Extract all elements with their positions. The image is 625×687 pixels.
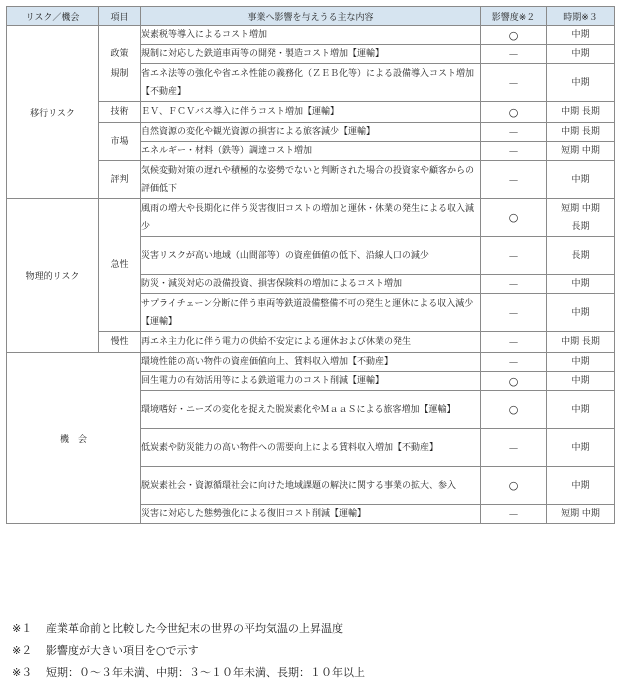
row-impact: －	[481, 123, 547, 142]
row-impact: －	[481, 332, 547, 353]
footnote	[12, 618, 365, 640]
row-impact: －	[481, 237, 547, 275]
row-impact: ○	[481, 102, 547, 123]
row-content: エネルギー・材料（鉄等）調達コスト増加	[141, 142, 481, 161]
row-term: 中期	[547, 294, 615, 332]
table-row	[7, 161, 615, 199]
row-term: 中期	[547, 161, 615, 199]
item-chronic: 慢性	[99, 332, 141, 353]
row-impact: ○	[481, 26, 547, 45]
row-impact: －	[481, 353, 547, 372]
footnote-mark: ※２	[12, 644, 33, 657]
item-technology: 技術	[99, 102, 141, 123]
category-opportunity: 機 会	[7, 353, 141, 524]
footnote-text: 短期：０～３年未満、中期：３～１０年未満、長期：１０年以上	[46, 666, 365, 679]
footnote	[12, 662, 365, 684]
row-content: 防災・減災対応の設備投資、損害保険料の増加によるコスト増加	[141, 275, 481, 294]
row-content: 炭素税等導入によるコスト増加	[141, 26, 481, 45]
header-term: 時期※３	[547, 7, 615, 26]
header-content: 事業へ影響を与えうる主な内容	[141, 7, 481, 26]
item-market: 市場	[99, 123, 141, 161]
row-impact: ○	[481, 199, 547, 237]
row-content: 災害リスクが高い地域（山間部等）の資産価値の低下、沿線人口の減少	[141, 237, 481, 275]
category-physical: 物理的リスク	[7, 199, 99, 353]
header-row	[7, 7, 615, 26]
table-row	[7, 199, 615, 237]
row-content: 規制に対応した鉄道車両等の開発・製造コスト増加【運輸】	[141, 45, 481, 64]
row-impact: ○	[481, 391, 547, 429]
footnote-mark: ※１	[12, 622, 33, 635]
header-category: リスク／機会	[7, 7, 99, 26]
row-term: 中期	[547, 372, 615, 391]
row-term: 中期	[547, 45, 615, 64]
row-content: サプライチェーン分断に伴う車両等鉄道設備整備不可の発生と運休による収入減少【運輸】	[141, 294, 481, 332]
row-impact: －	[481, 64, 547, 102]
footnote-text: 影響度が大きい項目を○で示す	[46, 644, 199, 657]
row-impact: ○	[481, 372, 547, 391]
row-term: 中期	[547, 26, 615, 45]
footnotes	[12, 618, 365, 684]
row-term: 中期 長期	[547, 332, 615, 353]
table-row	[7, 123, 615, 142]
item-policy: 政策 規制	[99, 26, 141, 102]
row-term: 中期	[547, 353, 615, 372]
row-content: 低炭素や防災能力の高い物件への需要向上による賃料収入増加【不動産】	[141, 429, 481, 467]
row-term: 短期 中期 長期	[547, 199, 615, 237]
row-content: 回生電力の有効活用等による鉄道電力のコスト削減【運輸】	[141, 372, 481, 391]
row-term: 短期 中期	[547, 142, 615, 161]
table-row	[7, 102, 615, 123]
row-content: 風雨の増大や長期化に伴う災害復旧コストの増加と運休・休業の発生による収入減少	[141, 199, 481, 237]
row-impact: －	[481, 505, 547, 524]
footnote	[12, 640, 365, 662]
row-content: 災害に対応した態勢強化による復旧コスト削減【運輸】	[141, 505, 481, 524]
table-row	[7, 353, 615, 372]
row-content: 自然資源の変化や観光資源の損害による旅客減少【運輸】	[141, 123, 481, 142]
row-impact: －	[481, 275, 547, 294]
row-content: 気候変動対策の遅れや積極的な姿勢でないと判断された場合の投資家や顧客からの評価低下	[141, 161, 481, 199]
header-impact: 影響度※２	[481, 7, 547, 26]
header-item: 項目	[99, 7, 141, 26]
footnote-text: 産業革命前と比較した今世紀末の世界の平均気温の上昇温度	[46, 622, 343, 635]
row-impact: －	[481, 161, 547, 199]
row-term: 中期	[547, 64, 615, 102]
item-reputation: 評判	[99, 161, 141, 199]
row-term: 長期	[547, 237, 615, 275]
row-term: 中期	[547, 275, 615, 294]
row-impact: ○	[481, 467, 547, 505]
row-term: 中期 長期	[547, 102, 615, 123]
row-content: 脱炭素社会・資源循環社会に向けた地域課題の解決に関する事業の拡大、参入	[141, 467, 481, 505]
row-content: ＥＶ、ＦＣＶバス導入に伴うコスト増加【運輸】	[141, 102, 481, 123]
row-term: 短期 中期	[547, 505, 615, 524]
row-content: 省エネ法等の強化や省エネ性能の義務化（ＺＥＢ化等）による設備導入コスト増加【不動産】	[141, 64, 481, 102]
table-row	[7, 26, 615, 45]
table-row	[7, 332, 615, 353]
row-term: 中期 長期	[547, 123, 615, 142]
row-impact: －	[481, 294, 547, 332]
category-transition: 移行リスク	[7, 26, 99, 199]
row-term: 中期	[547, 391, 615, 429]
row-impact: －	[481, 45, 547, 64]
row-content: 環境性能の高い物件の資産価値向上、賃料収入増加【不動産】	[141, 353, 481, 372]
row-content: 環境嗜好・ニーズの変化を捉えた脱炭素化やＭａａＳによる旅客増加【運輸】	[141, 391, 481, 429]
row-term: 中期	[547, 467, 615, 505]
row-impact: －	[481, 142, 547, 161]
item-acute: 急性	[99, 199, 141, 332]
footnote-mark: ※３	[12, 666, 33, 679]
row-impact: －	[481, 429, 547, 467]
row-content: 再エネ主力化に伴う電力の供給不安定による運休および休業の発生	[141, 332, 481, 353]
risk-opportunity-table	[6, 6, 615, 524]
row-term: 中期	[547, 429, 615, 467]
